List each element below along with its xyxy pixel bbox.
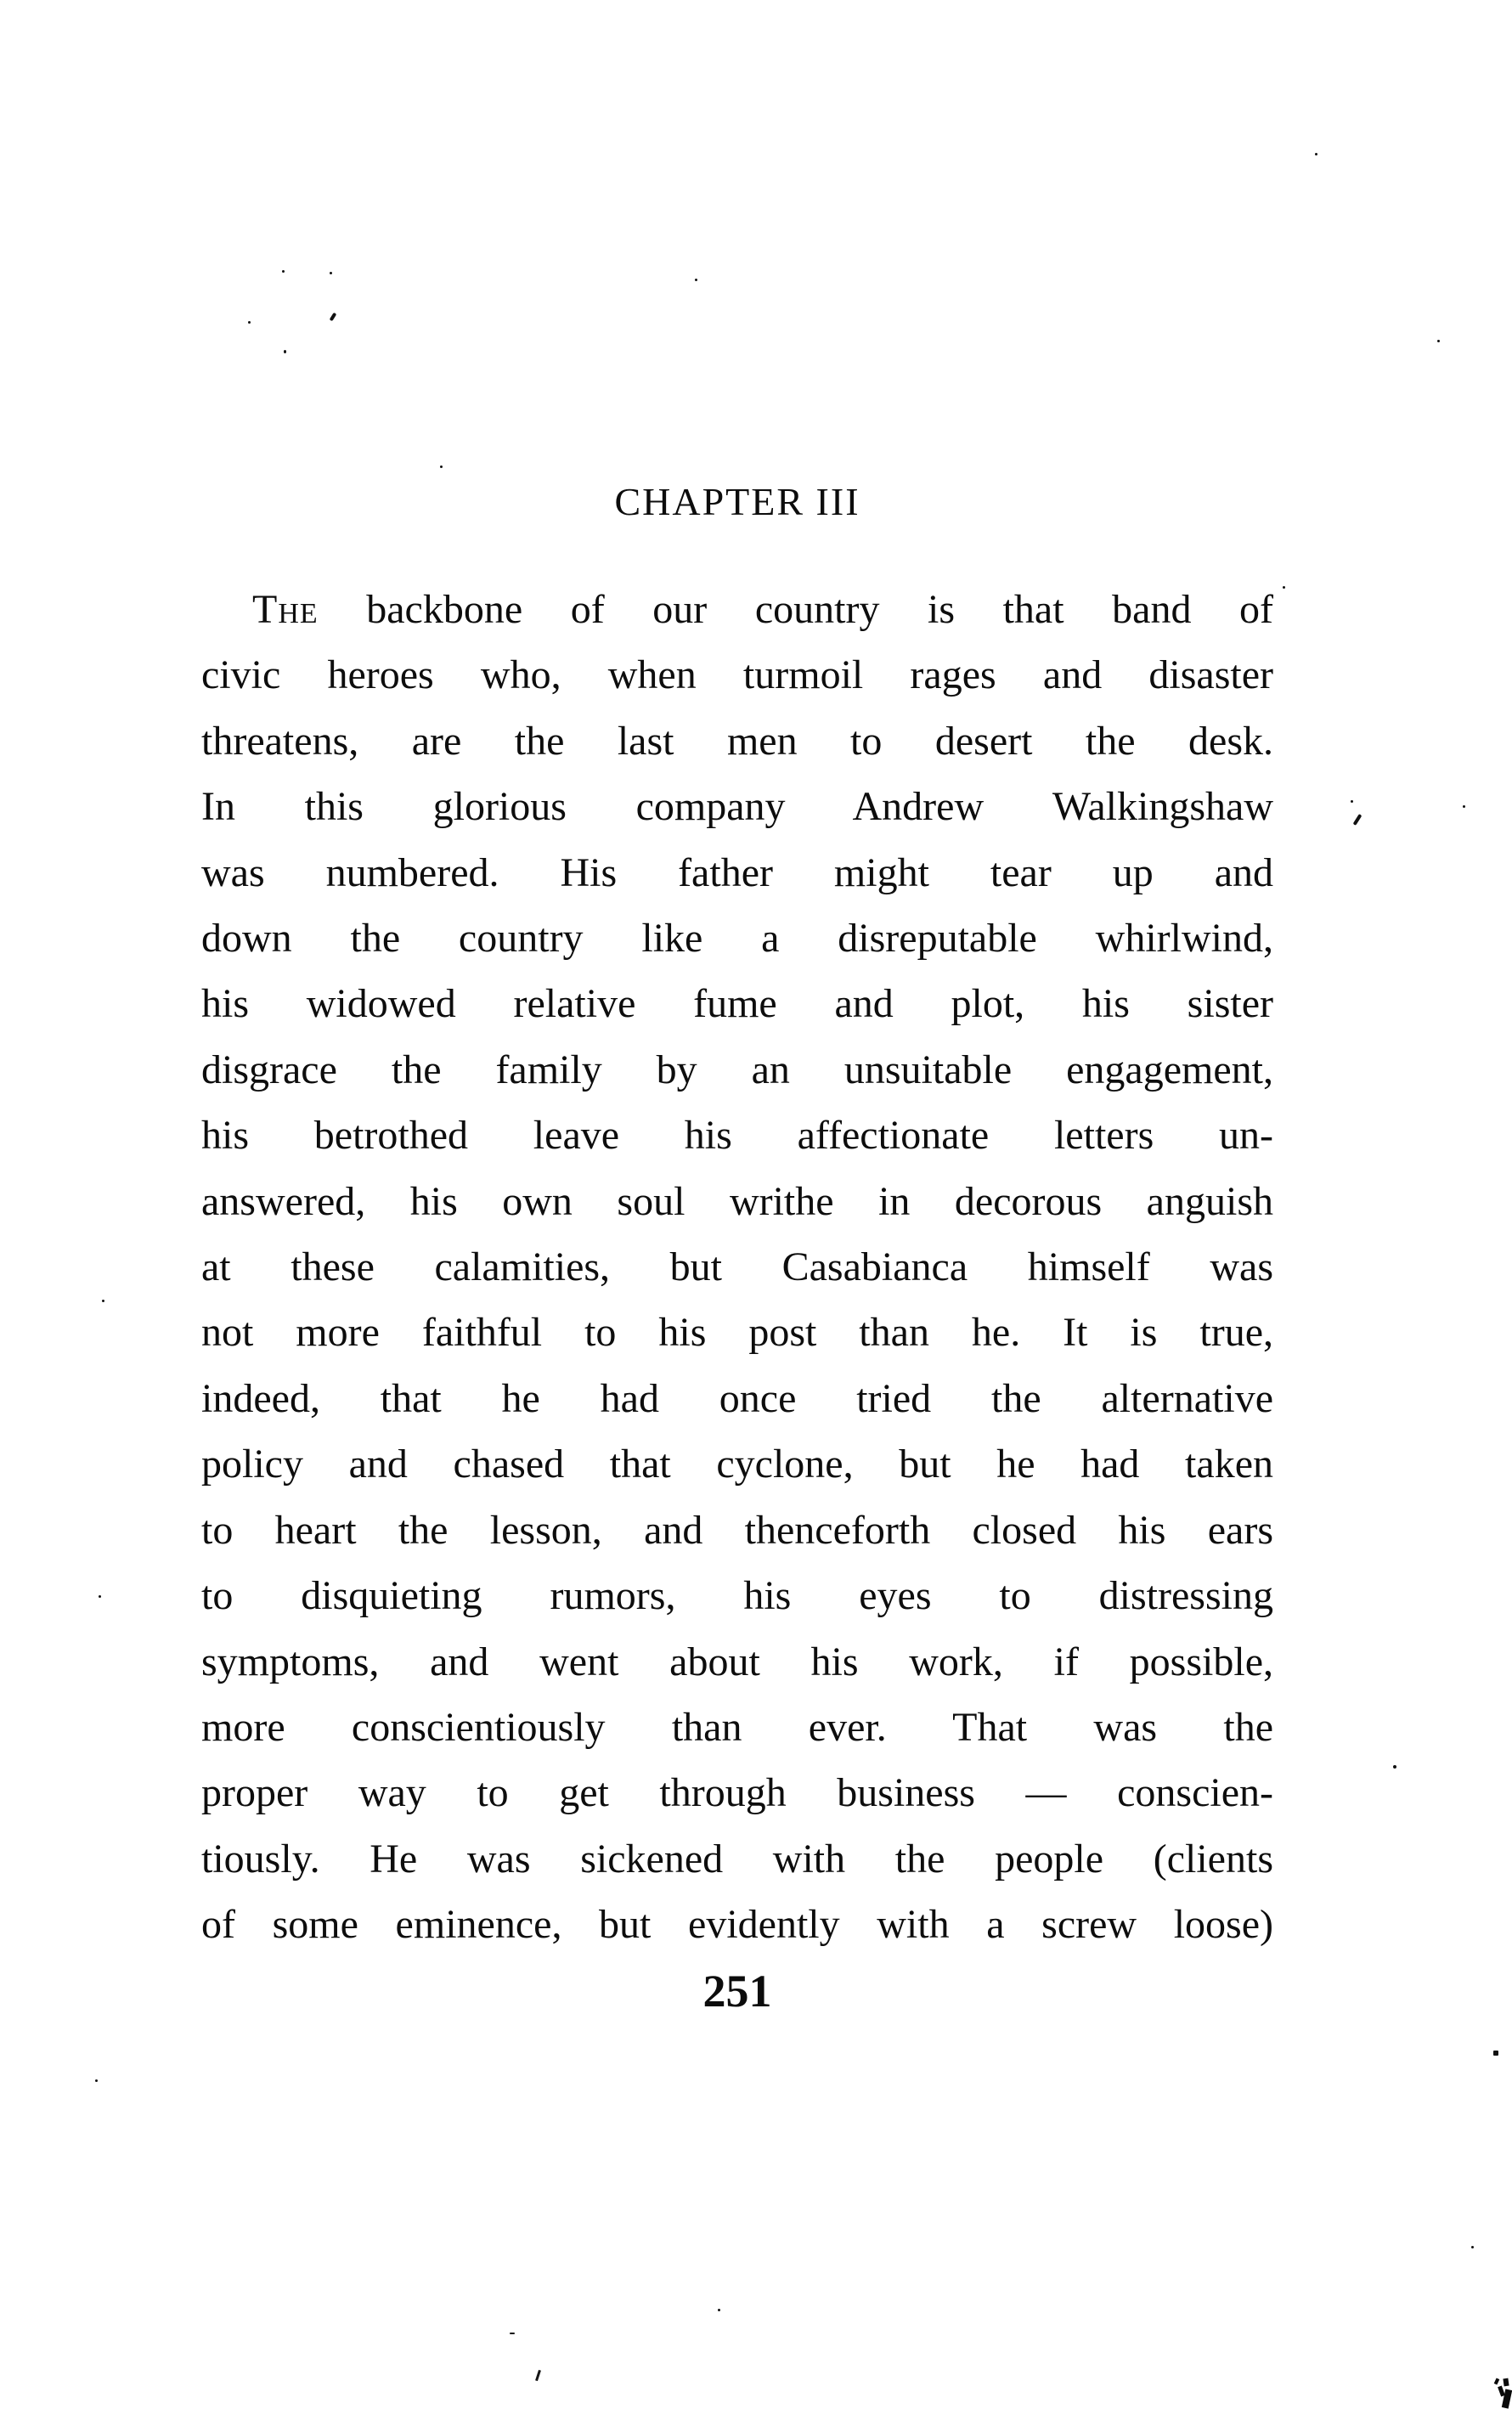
paragraph <box>201 577 1273 1958</box>
paragraph-lead-word: The <box>252 587 319 632</box>
text-line: In this glorious company Andrew Walkingshaw <box>201 784 1273 830</box>
scan-speck <box>510 2333 515 2334</box>
scan-speck <box>440 465 443 468</box>
scan-speck <box>284 350 286 353</box>
scan-speck <box>282 270 285 273</box>
text-line: more conscientiously than ever. That was the <box>201 1704 1273 1750</box>
text-line: to disquieting rumors, his eyes to distressing <box>201 1573 1273 1619</box>
scan-speck <box>1393 1765 1396 1769</box>
scan-speck <box>1437 340 1440 342</box>
line-text: backbone of our country is that band of <box>318 587 1273 632</box>
text-line: answered, his own soul writhe in decorous anguish <box>201 1178 1273 1224</box>
text-line: symptoms, and went about his work, if possible, <box>201 1639 1273 1684</box>
scan-speck <box>102 1300 104 1302</box>
text-line: to heart the lesson, and thenceforth closed his ears <box>201 1507 1273 1553</box>
scan-speck <box>248 321 251 324</box>
text-line: down the country like a disreputable whirlwind, <box>201 916 1273 962</box>
text-line: indeed, that he had once tried the alternative <box>201 1375 1273 1421</box>
text-line: policy and chased that cyclone, but he had taken <box>201 1441 1273 1487</box>
chapter-heading: CHAPTER III <box>614 480 860 523</box>
text-line: his betrothed leave his affectionate letters un- <box>201 1113 1273 1159</box>
scan-speck <box>1315 153 1317 155</box>
scan-mark <box>535 2370 541 2381</box>
text-line: civic heroes who, when turmoil rages and disaster <box>201 652 1273 698</box>
ink-smudge <box>1487 2367 1512 2408</box>
text-line: disgrace the family by an unsuitable engagement, <box>201 1047 1273 1092</box>
text-line: of some eminence, but evidently with a screw loose) <box>201 1902 1273 1948</box>
text-line: tiously. He was sickened with the people (clients <box>201 1836 1273 1882</box>
scan-speck <box>95 2079 98 2082</box>
text-line: threatens, are the last men to desert the desk. <box>201 718 1273 764</box>
scan-speck <box>99 1595 101 1598</box>
text-line: was numbered. His father might tear up and <box>201 849 1273 895</box>
scan-speck <box>1351 800 1353 803</box>
scan-mark <box>1353 814 1362 826</box>
scan-speck <box>695 279 697 281</box>
scan-speck <box>1471 2246 1474 2248</box>
text-line: proper way to get through business — conscien- <box>201 1770 1273 1816</box>
text-line: at these calamities, but Casabianca himself was <box>201 1244 1273 1290</box>
scan-speck <box>1283 586 1285 589</box>
text-block <box>201 0 1273 2017</box>
scan-speck <box>1463 805 1465 808</box>
scan-speck <box>330 272 332 274</box>
scan-speck <box>1493 2051 1498 2056</box>
scan-speck <box>718 2309 720 2311</box>
text-line: his widowed relative fume and plot, his sister <box>201 981 1273 1027</box>
text-line <box>201 577 1273 642</box>
page-number: 251 <box>702 1965 772 2017</box>
text-line: not more faithful to his post than he. It is true, <box>201 1310 1273 1356</box>
